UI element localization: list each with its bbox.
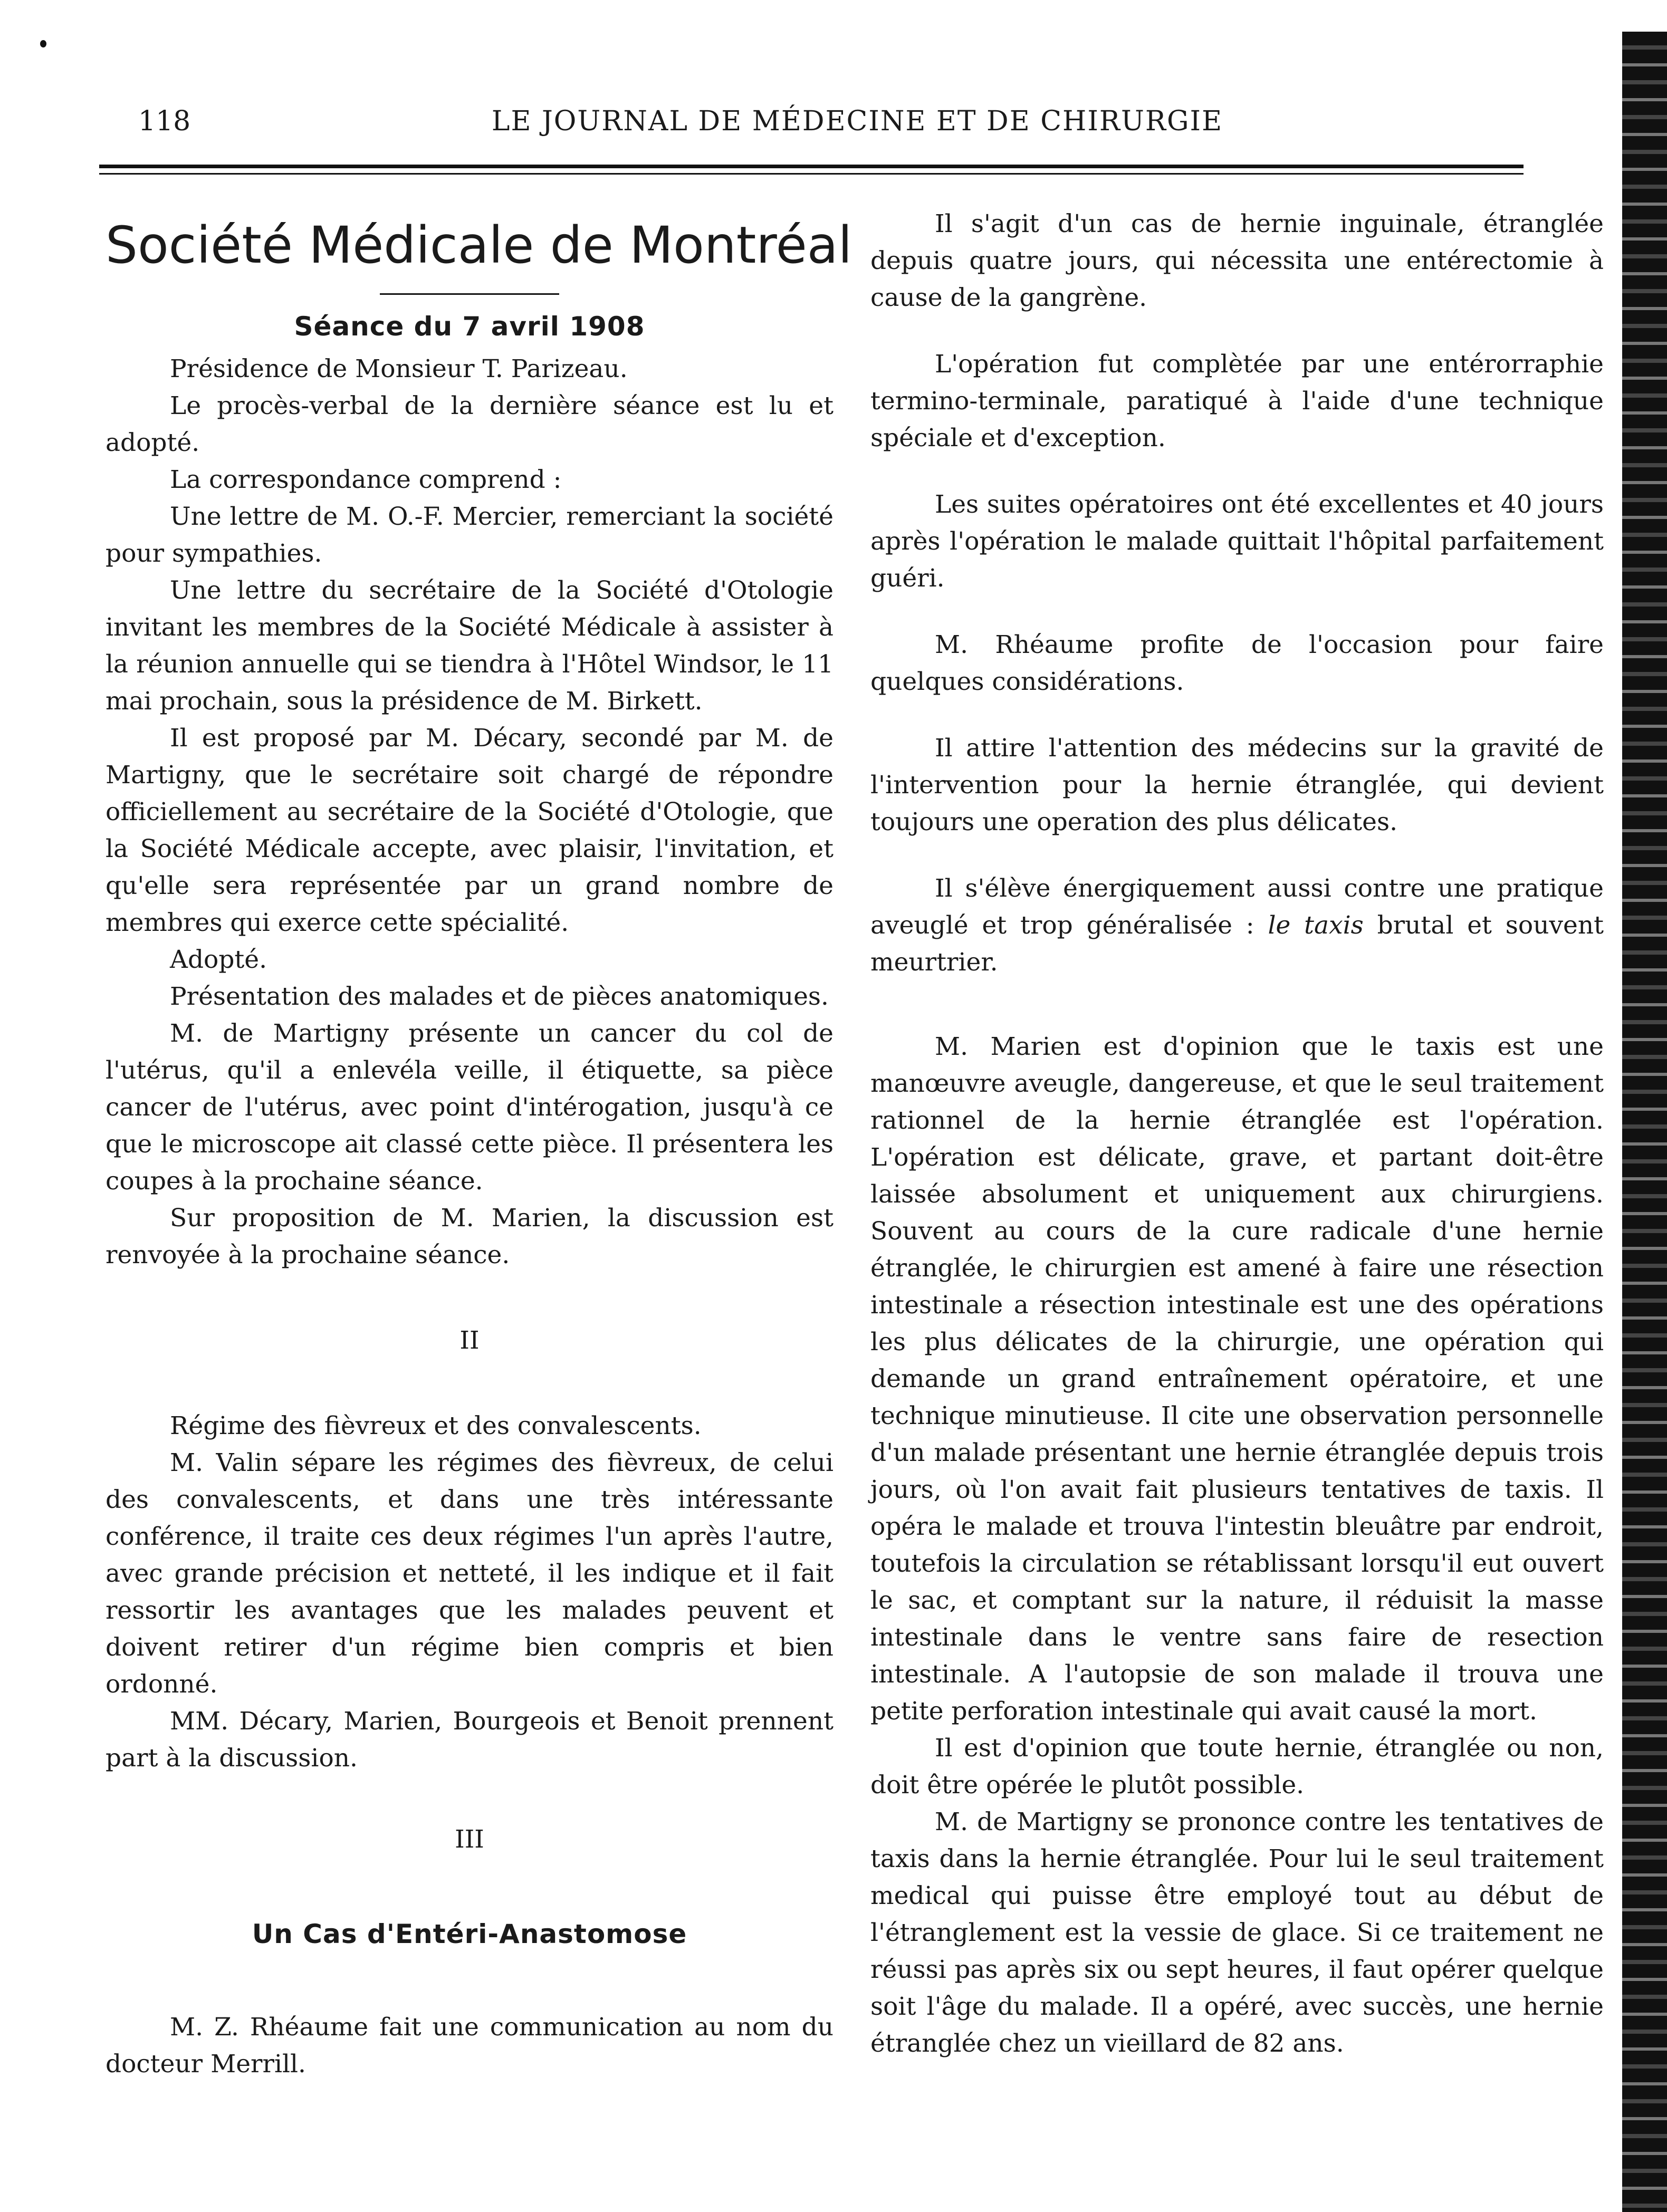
paragraph: Adopté. [170, 945, 267, 974]
scanned-page-edge [1622, 32, 1667, 2212]
paragraph: Il est proposé par M. Décary, secondé par M. de Martigny, que le secrétaire soit chargé de répondre officiellement au secrétaire de la Société d'Otologie, que la Société Médicale accepte, avec plaisir, l'invitation, et qu'elle sera représentée par un grand nombre de membres qui exerce cette spécialité. [106, 724, 834, 937]
section-heading-iii: III [455, 1825, 484, 1854]
header-rule-thin [99, 173, 1524, 175]
ink-speck [40, 40, 46, 47]
paragraph: M. Z. Rhéaume fait une communication au nom du docteur Merrill. [106, 2013, 834, 2079]
running-title: LE JOURNAL DE MÉDECINE ET DE CHIRURGIE [491, 105, 1223, 137]
paragraph: Présentation des malades et de pièces anatomiques. [170, 982, 829, 1011]
paragraph: Les suites opératoires ont été excellentes et 40 jours après l'opération le malade quittait l'hôpital parfaitement guéri. [870, 490, 1604, 593]
page-number: 118 [138, 105, 191, 137]
left-column [106, 206, 852, 2083]
article-title: Un Cas d'Entéri-Anastomose [252, 1919, 687, 1949]
paragraph: L'opération fut complètée par une entérorraphie termino-terminale, paratiqué à l'aide d'une technique spéciale et d'exception. [870, 350, 1604, 453]
paragraph-taxis [870, 870, 1604, 981]
text-run: brutal et souvent meurtrier. [870, 911, 1604, 977]
paragraph: Une lettre du secrétaire de la Société d'Otologie invitant les membres de la Société Médicale à assister à la réunion annuelle qui se tiendra à l'Hôtel Windsor, le 11 mai prochain, sous la présidence de M. Birkett. [106, 576, 834, 716]
paragraph: Sur proposition de M. Marien, la discussion est renvoyée à la prochaine séance. [106, 1204, 834, 1270]
header-rule-thick [99, 165, 1524, 168]
paragraph: Le procès-verbal de la dernière séance est lu et adopté. [106, 391, 834, 457]
paragraph: Présidence de Monsieur T. Parizeau. [170, 354, 628, 383]
right-column [870, 206, 1604, 2062]
paragraph: Une lettre de M. O.-F. Mercier, remerciant la société pour sympathies. [106, 502, 834, 568]
paragraph: M. de Martigny présente un cancer du col de l'utérus, qu'il a enlevéla veille, il étiquette, sa pièce cancer de l'utérus, avec point d'intérogation, jusqu'à ce que le microscope ait classé cette pièce. Il présentera les coupes à la prochaine séance. [106, 1019, 834, 1196]
text-run: Il s'élève énergiquement aussi contre une pratique aveuglé et trop généralisée : [870, 874, 1604, 940]
section-heading-ii: II [459, 1326, 480, 1355]
session-title: Séance du 7 avril 1908 [294, 311, 645, 342]
society-title: Société Médicale de Montréal [106, 216, 852, 275]
paragraph: La correspondance comprend : [170, 465, 562, 494]
paragraph: Régime des fièvreux et des convalescents. [170, 1411, 702, 1440]
emphasis-taxis: le taxis [1268, 911, 1364, 940]
paragraph: Il est d'opinion que toute hernie, étranglée ou non, doit être opérée le plutôt possible. [870, 1734, 1604, 1800]
paragraph: Il s'agit d'un cas de hernie inguinale, étranglée depuis quatre jours, qui nécessita une entérectomie à cause de la gangrène. [870, 209, 1604, 312]
title-divider [380, 293, 559, 295]
paragraph: M. Marien est d'opinion que le taxis est une manœuvre aveugle, dangereuse, et que le seul traitement rationnel de la hernie étranglée est l'opération. L'opération est délicate, grave, et partant doit-être laissée absolument et uniquement aux chirurgiens. Souvent au cours de la cure radicale d'une hernie étranglée, le chirurgien est amené à faire une résection intestinale a résection intestinale est une des opérations les plus délicates de la chirurgie, une opération qui demande un grand entraînement opératoire, et une technique minutieuse. Il cite une observation personnelle d'un malade présentant une hernie étranglée depuis trois jours, où l'on avait fait plusieurs tentatives de taxis. Il opéra le malade et trouva l'intestin bleuâtre par endroit, toutefois la circulation se rétablissant lorsqu'il eut ouvert le sac, et comptant sur la nature, il réduisit la masse intestinale dans le ventre sans faire de resection intestinale. A l'autopsie de son malade il trouva une petite perforation intestinale qui avait causé la mort. [870, 1032, 1604, 1726]
paragraph: M. de Martigny se prononce contre les tentatives de taxis dans la hernie étranglée. Pour lui le seul traitement medical qui puisse être employé tout au début de l'étranglement est la vessie de glace. Si ce traitement ne réussi pas après six ou sept heures, il faut opérer quelque soit l'âge du malade. Il a opéré, avec succès, une hernie étranglée chez un vieillard de 82 ans. [870, 1807, 1604, 2058]
paragraph: M. Valin sépare les régimes des fièvreux, de celui des convalescents, et dans une très intéressante conférence, il traite ces deux régimes l'un après l'autre, avec grande précision et netteté, il les indique et il fait ressortir les avantages que les malades peuvent et doivent retirer d'un régime bien compris et bien ordonné. [106, 1448, 834, 1699]
paragraph: Il attire l'attention des médecins sur la gravité de l'intervention pour la hernie étranglée, qui devient toujours une operation des plus délicates. [870, 734, 1604, 836]
paragraph: MM. Décary, Marien, Bourgeois et Benoit prennent part à la discussion. [106, 1707, 834, 1773]
paragraph: M. Rhéaume profite de l'occasion pour faire quelques considérations. [870, 630, 1604, 696]
